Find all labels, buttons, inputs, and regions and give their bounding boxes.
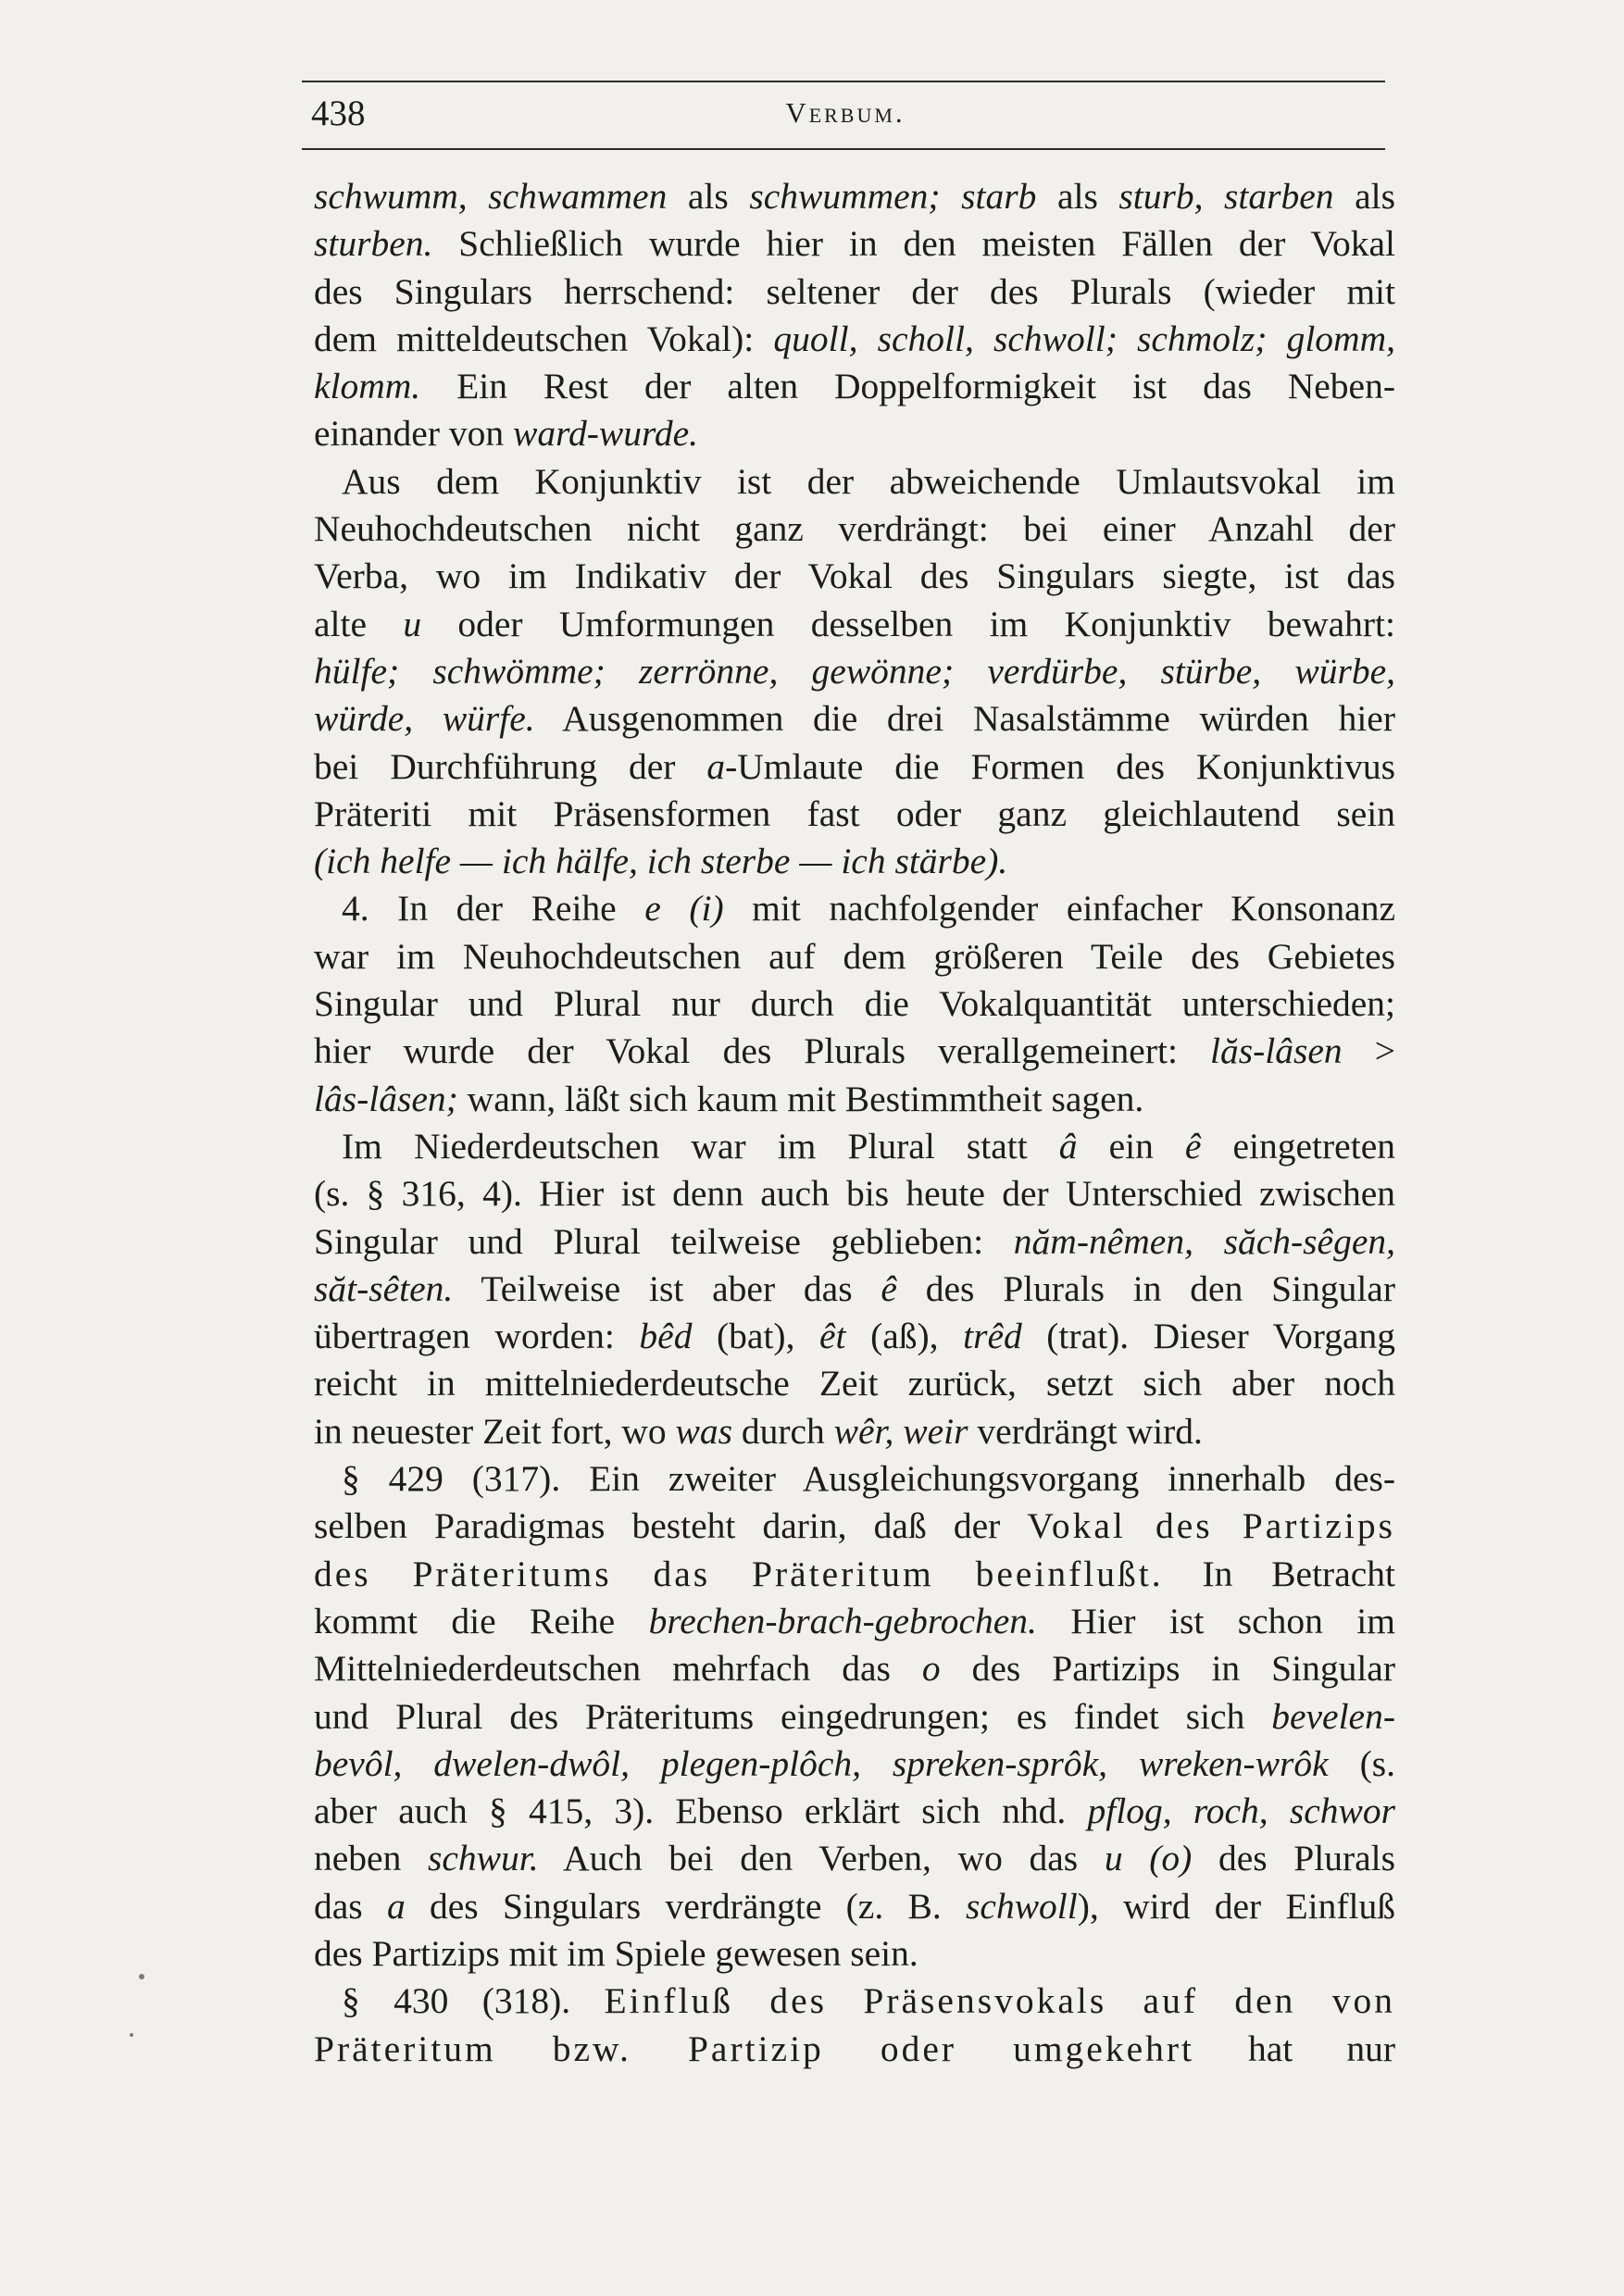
- text-run: in neuester Zeit fort, wo: [314, 1410, 676, 1452]
- text-run: (aß),: [845, 1316, 964, 1357]
- text-run: übertragen worden:: [314, 1316, 640, 1357]
- text-run: des Plurals in den Singular: [896, 1267, 1395, 1309]
- text-line: [314, 791, 1395, 838]
- text-run: Singular und Plural nur durch die Vokalquantität unterschieden;: [314, 983, 1395, 1025]
- spaced-run: Vokal des Partizips: [1027, 1505, 1396, 1547]
- text-run: einander von: [314, 413, 513, 455]
- text-line: [314, 885, 1395, 932]
- italic-run: schwumm, schwammen: [314, 176, 668, 217]
- text-line: [314, 1978, 1395, 2025]
- italic-run: klomm.: [314, 366, 421, 407]
- text-run: >: [1342, 1030, 1395, 1072]
- text-run: als: [1036, 176, 1119, 217]
- italic-run: ê: [881, 1267, 897, 1309]
- text-line: [314, 1076, 1395, 1123]
- text-line: [314, 173, 1395, 220]
- text-run: wann, läßt sich kaum mit Bestimmtheit sagen.: [457, 1078, 1144, 1119]
- italic-run: bevelen-: [1271, 1695, 1395, 1737]
- text-run: Verba, wo im Indikativ der Vokal des Singulars siegte, ist das: [314, 555, 1395, 597]
- italic-run: brechen-brach-gebrochen.: [648, 1600, 1037, 1641]
- text-line: [314, 933, 1395, 980]
- text-line: [314, 1788, 1395, 1835]
- italic-run: năm-nêmen, săch-sêgen,: [1013, 1220, 1395, 1262]
- text-run: aber auch § 415, 3). Ebenso erklärt sich nhd.: [314, 1791, 1088, 1832]
- text-run: Teilweise ist aber das: [453, 1267, 881, 1309]
- text-run: Präteriti mit Präsensformen fast oder ganz gleichlautend sein: [314, 792, 1395, 834]
- text-line: [314, 363, 1395, 410]
- text-run: und Plural des Präteritums eingedrungen; es findet sich: [314, 1695, 1272, 1737]
- text-line: [314, 1693, 1395, 1741]
- text-run: ), wird der Einfluß: [1077, 1885, 1395, 1927]
- italic-run: schwoll: [966, 1885, 1078, 1927]
- page-header: [311, 93, 1380, 144]
- text-run: hat nur: [1193, 2028, 1395, 2069]
- header-rule-top: [302, 81, 1385, 82]
- text-run: selben Paradigmas besteht darin, daß der: [314, 1505, 1028, 1547]
- text-run: -Umlaute die Formen des Konjunktivus: [725, 745, 1395, 787]
- italic-run: (ich helfe — ich hälfe, ich sterbe — ich stärbe).: [314, 841, 1008, 882]
- italic-run: wêr, weir: [833, 1410, 968, 1452]
- text-line: [314, 648, 1395, 695]
- scan-speck: [139, 1974, 144, 1979]
- italic-run: a: [386, 1885, 406, 1927]
- text-line: [314, 1408, 1395, 1455]
- text-run: als: [667, 176, 750, 217]
- text-line: [314, 1123, 1395, 1170]
- text-line: [314, 1313, 1395, 1360]
- spaced-run: Einfluß des Präsensvokals auf den von: [604, 1980, 1395, 2022]
- italic-run: ê: [1184, 1125, 1202, 1167]
- text-run: Ausgenommen die drei Nasalstämme würden hier: [534, 698, 1395, 740]
- italic-run: lăs-lâsen: [1210, 1030, 1343, 1072]
- italic-run: o: [921, 1648, 941, 1690]
- italic-run: schwummen; starb: [749, 176, 1037, 217]
- text-line: [314, 1455, 1395, 1503]
- body-text: [314, 173, 1395, 2073]
- text-run: Auch bei den Verben, wo das: [538, 1838, 1105, 1879]
- text-line: [314, 1930, 1395, 1978]
- text-line: [314, 695, 1395, 742]
- running-title: Verbum.: [785, 96, 906, 129]
- text-line: [314, 1360, 1395, 1407]
- italic-run: e (i): [644, 888, 724, 930]
- text-run: Schließlich wurde hier in den meisten Fällen der Vokal: [432, 223, 1395, 265]
- text-line: [314, 1883, 1395, 1930]
- text-run: kommt die Reihe: [314, 1600, 649, 1641]
- text-line: [314, 1503, 1395, 1550]
- text-run: des Partizips in Singular: [940, 1648, 1395, 1690]
- italic-run: u (o): [1104, 1838, 1193, 1879]
- text-run: des Singulars herrschend: seltener der des Plurals (wieder mit: [314, 270, 1395, 312]
- text-line: [314, 1170, 1395, 1217]
- italic-run: săt-sêten.: [314, 1267, 454, 1309]
- text-run: § 430 (318).: [342, 1980, 605, 2022]
- text-run: Im Niederdeutschen war im Plural statt: [342, 1125, 1059, 1167]
- text-run: Hier ist schon im: [1036, 1600, 1395, 1641]
- text-line: [314, 316, 1395, 363]
- text-run: § 429 (317). Ein zweiter Ausgleichungsvorgang innerhalb des-: [342, 1458, 1395, 1500]
- italic-run: hülfe; schwömme; zerrönne, gewönne; verdürbe, stürbe, würbe,: [314, 650, 1395, 692]
- text-line: [314, 1028, 1395, 1075]
- header-rule-bottom: [302, 148, 1385, 150]
- text-line: [314, 1266, 1395, 1313]
- italic-run: bevôl, dwelen-dwôl, plegen-plôch, spreken-sprôk, wreken-wrôk: [314, 1742, 1329, 1784]
- text-run: 4. In der Reihe: [342, 888, 645, 930]
- text-run: war im Neuhochdeutschen auf dem größeren Teile des Gebietes: [314, 935, 1395, 977]
- italic-run: â: [1058, 1125, 1078, 1167]
- text-run: (s. § 316, 4). Hier ist denn auch bis heute der Unterschied zwischen: [314, 1173, 1395, 1215]
- text-line: [314, 838, 1395, 885]
- text-line: [314, 220, 1395, 268]
- text-run: eingetreten: [1201, 1125, 1395, 1167]
- italic-run: pflog, roch, schwor: [1087, 1791, 1395, 1832]
- text-run: des Plurals: [1192, 1838, 1395, 1879]
- italic-run: lâs-lâsen;: [314, 1078, 458, 1119]
- text-line: [314, 268, 1395, 316]
- text-run: des Singulars verdrängte (z. B.: [405, 1885, 967, 1927]
- text-run: oder Umformungen desselben im Konjunktiv bewahrt:: [421, 603, 1395, 644]
- text-line: [314, 1835, 1395, 1882]
- italic-run: bêd: [639, 1316, 693, 1357]
- italic-run: schwur.: [427, 1838, 539, 1879]
- text-run: Ein Rest der alten Doppelformigkeit ist das Neben-: [420, 366, 1395, 407]
- italic-run: ward-wurde.: [512, 413, 699, 455]
- text-run: mit nachfolgender einfacher Konsonanz: [723, 888, 1395, 930]
- italic-run: würde, würfe.: [314, 698, 535, 740]
- text-run: reicht in mittelniederdeutsche Zeit zurück, setzt sich aber noch: [314, 1363, 1395, 1404]
- italic-run: êt: [819, 1316, 846, 1357]
- text-line: [314, 505, 1395, 553]
- text-line: [314, 1741, 1395, 1788]
- text-line: [314, 743, 1395, 791]
- text-line: [314, 601, 1395, 648]
- text-line: [314, 553, 1395, 600]
- text-line: [314, 410, 1395, 457]
- text-run: alte: [314, 603, 404, 644]
- text-run: (trat). Dieser Vorgang: [1021, 1316, 1395, 1357]
- text-run: hier wurde der Vokal des Plurals verallgemeinert:: [314, 1030, 1210, 1072]
- text-run: Aus dem Konjunktiv ist der abweichende Umlautsvokal im: [342, 460, 1395, 502]
- text-run: Singular und Plural teilweise geblieben:: [314, 1220, 1014, 1262]
- text-run: das: [314, 1885, 387, 1927]
- text-run: In Betracht: [1163, 1553, 1396, 1594]
- text-run: (bat),: [692, 1316, 820, 1357]
- spaced-run: Präteritum bzw. Partizip oder umgekehrt: [314, 2028, 1194, 2069]
- spaced-run: des Präteritums das Präteritum beeinflußt.: [314, 1553, 1164, 1594]
- text-run: neben: [314, 1838, 428, 1879]
- text-line: [314, 1598, 1395, 1645]
- text-run: (s.: [1328, 1742, 1395, 1784]
- text-run: ein: [1077, 1125, 1185, 1167]
- text-line: [314, 2026, 1395, 2073]
- page-number: 438: [311, 94, 366, 133]
- text-run: Neuhochdeutschen nicht ganz verdrängt: bei einer Anzahl der: [314, 508, 1395, 550]
- text-line: [314, 980, 1395, 1028]
- text-line: [314, 1645, 1395, 1692]
- text-line: [314, 458, 1395, 505]
- italic-run: sturb, starben: [1118, 176, 1334, 217]
- text-run: verdrängt wird.: [968, 1410, 1203, 1452]
- text-line: [314, 1551, 1395, 1598]
- text-run: dem mitteldeutschen Vokal):: [314, 318, 774, 359]
- scan-speck: [130, 2033, 133, 2037]
- text-line: [314, 1218, 1395, 1266]
- italic-run: sturben.: [314, 223, 433, 265]
- text-run: des Partizips mit im Spiele gewesen sein.: [314, 1932, 918, 1974]
- italic-run: trêd: [963, 1316, 1022, 1357]
- text-run: durch: [731, 1410, 834, 1452]
- italic-run: u: [403, 603, 422, 644]
- italic-run: was: [675, 1410, 732, 1452]
- text-run: Mittelniederdeutschen mehrfach das: [314, 1648, 922, 1690]
- italic-run: a: [706, 745, 726, 787]
- text-run: als: [1333, 176, 1395, 217]
- text-run: bei Durchführung der: [314, 745, 707, 787]
- italic-run: quoll, scholl, schwoll; schmolz; glomm,: [773, 318, 1395, 359]
